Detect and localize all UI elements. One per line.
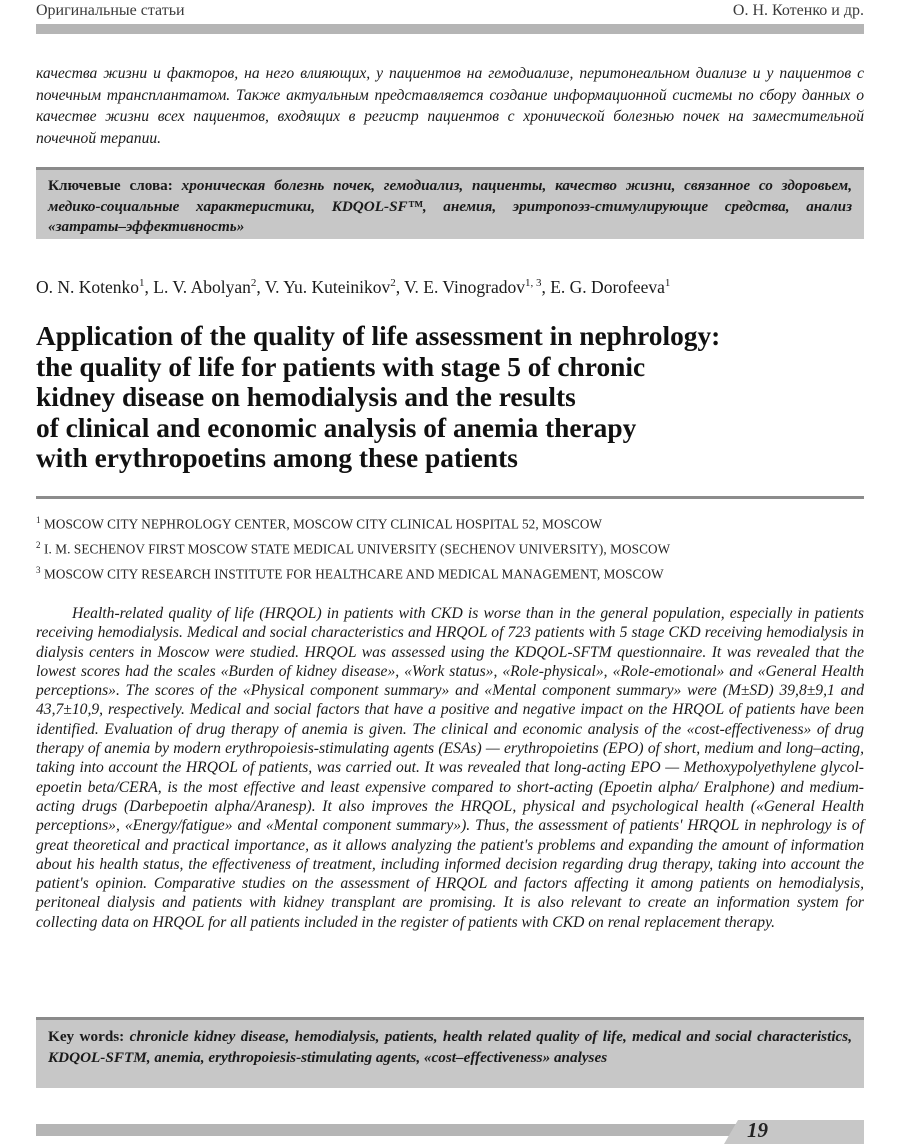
title-line: of clinical and economic analysis of anemia therapy [36,412,637,443]
keywords-terms: chronicle kidney disease, hemodialysis, patients, health related quality of life, medical and social characteristics, KDQOL-SFTM, anemia, erythropoiesis-stimulating agents, «cost–effectiveness» analyses [48,1028,852,1066]
keywords-label: Ключевые слова: [48,177,173,194]
english-abstract: Health-related quality of life (HRQOL) in patients with CKD is worse than in the general population, especially in patients receiving hemodialysis. Medical and social characteristics and HRQOL of 723 patients with 5 stage CKD receiving hemodialysis in dialysis centers in Moscow were studied. HRQOL was assessed using the KDQOL-SFTM questionnaire. It was revealed that the lowest scores had the scales «Burden of kidney disease», «Work status», «Role-physical», «Role-emotional» and «General Health perceptions». The scores of the «Physical component summary» and «Mental component summary» were (M±SD) 39,8±9,1 and 43,7±10,9, respectively. Medical and social factors that have a positive and negative impact on the HRQOL of patients have been identified. Evaluation of drug therapy of anemia is given. The clinical and economic analysis of the «cost-effectiveness» of drug therapy of anemia by modern erythropoiesis-stimulating agents (ESAs) — erythropoietins (EPO) of short, medium and long–acting, taking into account the HRQOL of patients, was carried out. It was revealed that long-acting EPO — Methoxypolyethylene glycol-epoetin beta/CERA, is the most effective and least expensive compared to short-acting (Epoetin alpha/ Eralphone) and medium-acting drugs (Darbepoetin alpha/Aranesp). It also improves the HRQOL, physical and psychological health («General Health perceptions», «Energy/fatigue» and «Mental component summary»). Thus, the assessment of patients' HRQOL in nephrology is of great theoretical and practical importance, as it allows analyzing the patient's problems and expanding the amount of information about his health status, the effectiveness of treatment, including informed decision regarding drug therapy, taking into account the patient's opinion. Comparative studies on the assessment of HRQOL and factors affecting it among patients on hemodialysis, peritoneal dialysis and patients with kidney transplant are promising. It is also relevant to create an information system for collecting data on HRQOL for all patients included in the register of patients with CKD on renal replacement therapy. [36,605,864,931]
header-rule [36,24,864,34]
keywords-terms: хроническая болезнь почек, гемодиализ, пациенты, качество жизни, связанное со здоровьем, медико-социальные характеристики, KDQOL-SF™, анемия, эритропоэз-стимулирующие средства, анализ «затраты–эффективность» [48,177,852,235]
page-number-tab [724,1120,864,1144]
author: L. V. Abolyan$^2$, [153,277,265,297]
journal-section-label: Оригинальные статьи [36,2,185,19]
article-title [36,321,864,474]
author: V. E. Vinogradov$^{1, 3}$, [404,277,551,297]
affiliation: $^1$ MOSCOW CITY NEPHROLOGY CENTER, MOSCOW CITY CLINICAL HOSPITAL 52, MOSCOW [36,515,603,532]
russian-keywords-box [36,167,864,239]
keywords-label: Key words: [48,1028,125,1045]
author: E. G. Dorofeeva$^1$ [550,277,671,297]
affiliation: $^3$ MOSCOW CITY RESEARCH INSTITUTE FOR HEALTHCARE AND MEDICAL MANAGEMENT, MOSCOW [36,565,664,582]
page-number: 19 [747,1118,768,1142]
running-header-authors: О. Н. Котенко и др. [732,2,864,19]
title-line: Application of the quality of life assessment in nephrology: [36,321,721,351]
title-line: with erythropoetins among these patients [36,443,518,473]
title-line: kidney disease on hemodialysis and the results [36,382,576,412]
author: V. Yu. Kuteinikov$^2$, [264,277,405,297]
title-divider [36,496,864,499]
affiliation-list [36,510,864,586]
running-header [36,2,864,22]
author-list [36,277,864,298]
affiliation: $^2$ I. M. SECHENOV FIRST MOSCOW STATE MEDICAL UNIVERSITY (SECHENOV UNIVERSITY), MOSCOW [36,540,671,557]
english-keywords-box [36,1017,864,1088]
footer-rule [36,1124,736,1136]
russian-abstract-continuation: качества жизни и факторов, на него влияющих, у пациентов на гемодиализе, перитонеальном диализе и у пациентов с почечным трансплантатом. Также актуальным представляется создание информационной системы по сбору данных о качестве жизни всех пациентов, входящих в регистр пациентов с хронической болезнью почек на заместительной почечной терапии. [36,65,864,147]
author: O. N. Kotenko$^1$, [36,277,154,297]
title-line: the quality of life for patients with stage 5 of chronic [36,351,646,382]
